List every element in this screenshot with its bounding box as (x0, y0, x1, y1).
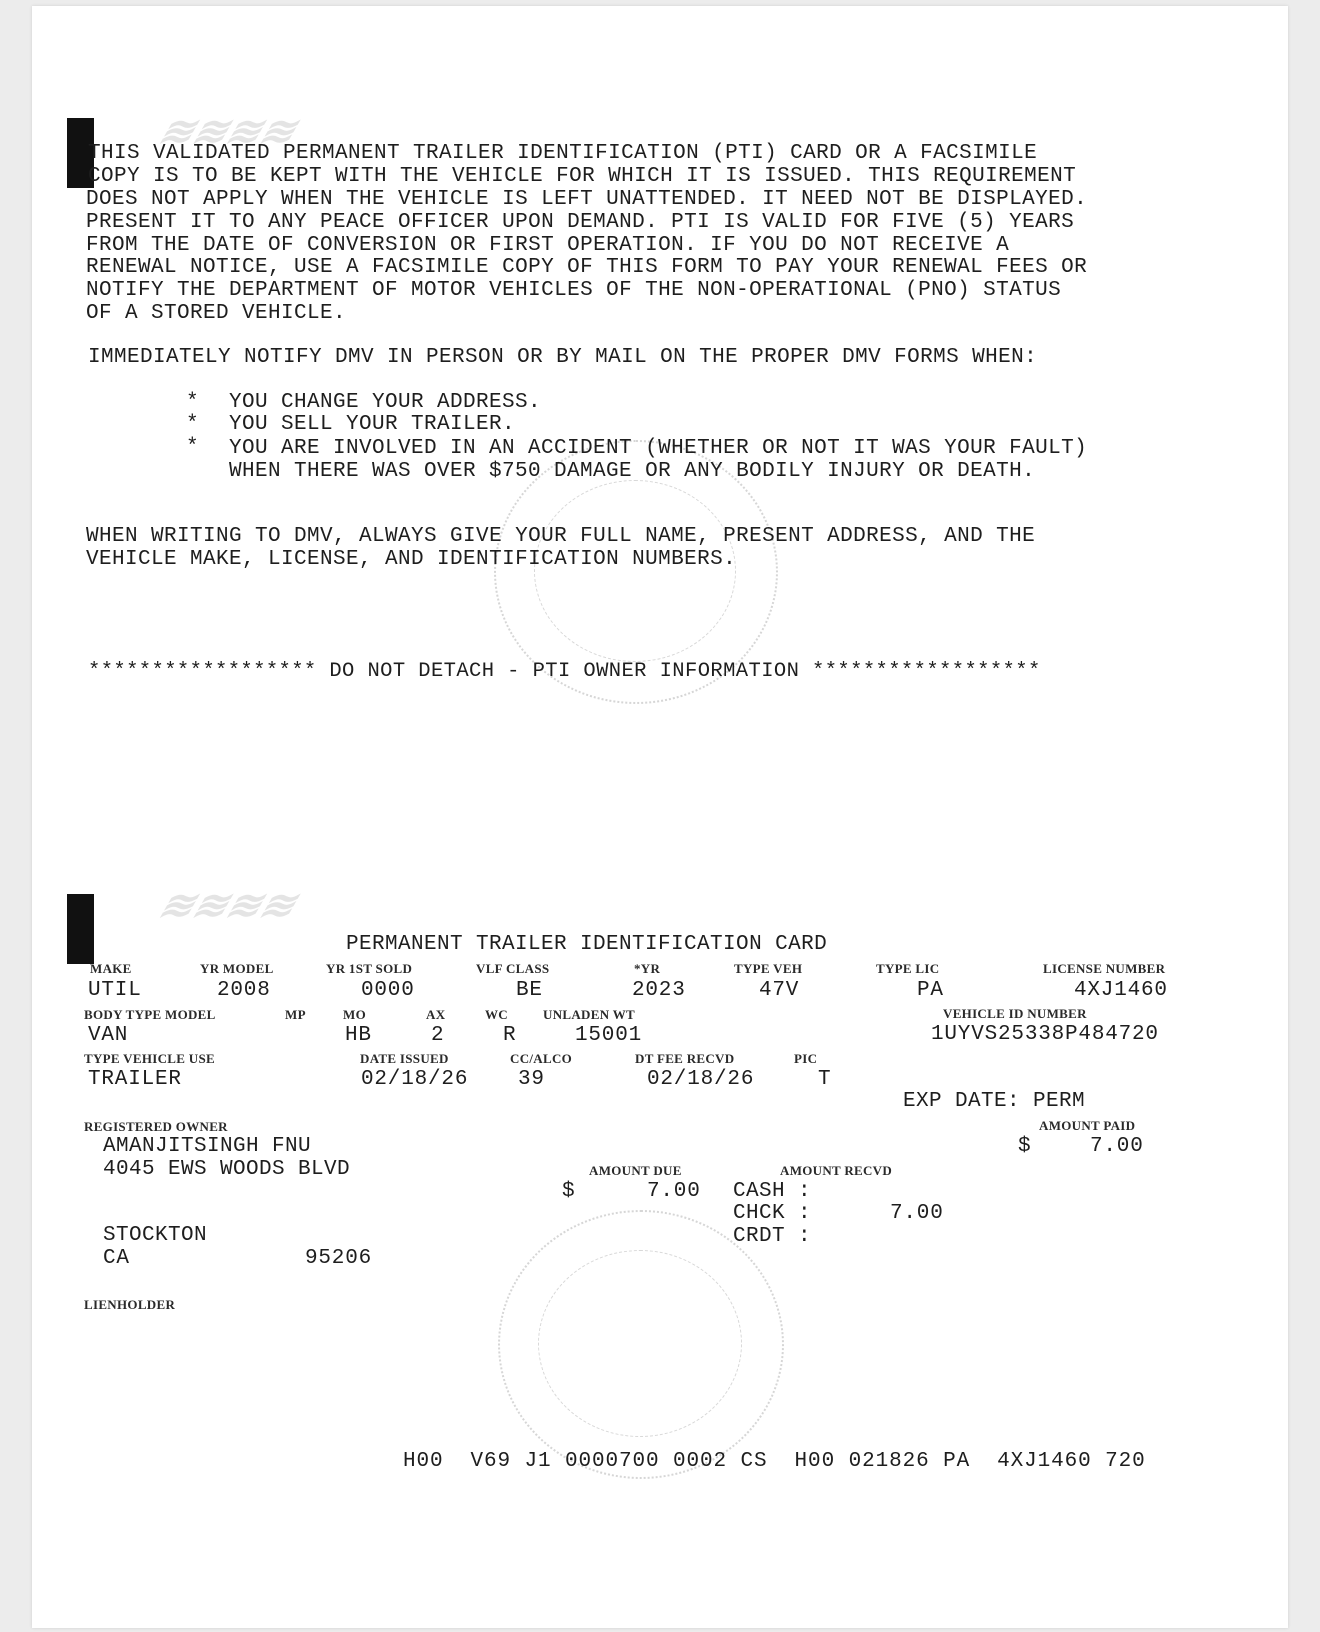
type-veh-label: TYPE VEH (734, 961, 803, 976)
mo-label: MO (343, 1007, 366, 1022)
license-number-label: LICENSE NUMBER (1043, 961, 1166, 976)
yr-model-label: YR MODEL (200, 961, 274, 976)
bullet-item: YOU SELL YOUR TRAILER. (229, 413, 516, 436)
unladen-wt-value: 15001 (575, 1024, 643, 1047)
make-value: UTIL (88, 979, 142, 1002)
wc-label: WC (485, 1007, 508, 1022)
yr-model-value: 2008 (217, 979, 271, 1002)
type-veh-value: 47V (759, 979, 800, 1002)
owner-state: CA (103, 1247, 130, 1270)
type-vehicle-use-label: TYPE VEHICLE USE (84, 1051, 215, 1066)
notice-line: OF A STORED VEHICLE. (86, 302, 347, 325)
amount-due-symbol: $ (562, 1180, 576, 1203)
notice-line: PRESENT IT TO ANY PEACE OFFICER UPON DEMAND. PTI IS VALID FOR FIVE (5) YEARS (86, 211, 1075, 234)
bullet-mark: * (186, 436, 200, 459)
wc-value: R (503, 1024, 517, 1047)
vehicle-id-number-label: VEHICLE ID NUMBER (943, 1006, 1087, 1021)
vehicle-id-number-value: 1UYVS25338P484720 (931, 1023, 1159, 1046)
bullet-item: YOU CHANGE YOUR ADDRESS. (229, 391, 542, 414)
notice-line: DOES NOT APPLY WHEN THE VEHICLE IS LEFT UNATTENDED. IT NEED NOT BE DISPLAYED. (86, 188, 1088, 211)
redaction-bar-bottom (67, 894, 94, 964)
notice-line: COPY IS TO BE KEPT WITH THE VEHICLE FOR WHICH IT IS ISSUED. THIS REQUIREMENT (88, 165, 1077, 188)
cc-alco-value: 39 (518, 1068, 545, 1091)
ax-label: AX (426, 1007, 446, 1022)
chck-amount: 7.00 (890, 1202, 944, 1225)
writing-line: WHEN WRITING TO DMV, ALWAYS GIVE YOUR FULL NAME, PRESENT ADDRESS, AND THE (86, 525, 1036, 548)
exp-date: EXP DATE: PERM (903, 1090, 1086, 1113)
owner-street: 4045 EWS WOODS BLVD (103, 1158, 351, 1181)
amount-paid-value: 7.00 (1090, 1135, 1144, 1158)
notice-line: FROM THE DATE OF CONVERSION OR FIRST OPERATION. IF YOU DO NOT RECEIVE A (86, 234, 1010, 257)
amount-recvd-label: AMOUNT RECVD (780, 1163, 893, 1178)
lienholder-label: LIENHOLDER (84, 1297, 176, 1312)
amount-paid-label: AMOUNT PAID (1039, 1118, 1136, 1133)
state-logo-watermark-bottom: ≋≋≋≋ (152, 883, 302, 928)
notice-line: THIS VALIDATED PERMANENT TRAILER IDENTIFICATION (PTI) CARD OR A FACSIMILE (88, 142, 1038, 165)
amount-paid-symbol: $ (1018, 1135, 1032, 1158)
amount-due-value: 7.00 (647, 1180, 701, 1203)
ax-value: 2 (431, 1024, 445, 1047)
vlf-class-label: VLF CLASS (476, 961, 550, 976)
state-seal-inner-top (534, 480, 736, 662)
state-logo-watermark-top: ≋≋≋≋ (152, 109, 302, 154)
writing-line: VEHICLE MAKE, LICENSE, AND IDENTIFICATION NUMBERS. (86, 548, 737, 571)
type-lic-label: TYPE LIC (876, 961, 940, 976)
pic-label: PIC (794, 1051, 818, 1066)
card-title: PERMANENT TRAILER IDENTIFICATION CARD (346, 933, 828, 956)
date-issued-label: DATE ISSUED (360, 1051, 449, 1066)
owner-city: STOCKTON (103, 1224, 208, 1247)
yr-1st-sold-label: YR 1ST SOLD (326, 961, 413, 976)
bullet-mark: * (186, 391, 200, 414)
yr-1st-sold-value: 0000 (361, 979, 415, 1002)
yr-label: *YR (634, 961, 661, 976)
crdt-label: CRDT : (733, 1225, 812, 1248)
license-number-value: 4XJ1460 (1074, 979, 1168, 1002)
yr-value: 2023 (632, 979, 686, 1002)
body-type-model-label: BODY TYPE MODEL (84, 1007, 216, 1022)
type-lic-value: PA (917, 979, 944, 1002)
registered-owner-label: REGISTERED OWNER (84, 1119, 228, 1134)
notice-line: RENEWAL NOTICE, USE A FACSIMILE COPY OF THIS FORM TO PAY YOUR RENEWAL FEES OR (86, 256, 1088, 279)
owner-name: AMANJITSINGH FNU (103, 1135, 312, 1158)
cash-label: CASH : (733, 1180, 812, 1203)
make-label: MAKE (90, 961, 132, 976)
cc-alco-label: CC/ALCO (510, 1051, 573, 1066)
detach-line: ****************** DO NOT DETACH - PTI OWNER INFORMATION ****************** (88, 660, 1041, 683)
bullet-mark: * (186, 413, 200, 436)
bullet-item: YOU ARE INVOLVED IN AN ACCIDENT (WHETHER OR NOT IT WAS YOUR FAULT) WHEN THERE WAS OVER $750 DAMAGE OR ANY BODILY INJURY OR DEATH. (229, 437, 1088, 483)
dt-fee-recvd-value: 02/18/26 (647, 1068, 755, 1091)
notice-line: NOTIFY THE DEPARTMENT OF MOTOR VEHICLES OF THE NON-OPERATIONAL (PNO) STATUS (86, 279, 1062, 302)
body-type-model-value: VAN (88, 1024, 129, 1047)
state-seal-inner-bottom (538, 1250, 742, 1437)
vlf-class-value: BE (516, 979, 543, 1002)
chck-label: CHCK : (733, 1202, 812, 1225)
dt-fee-recvd-label: DT FEE RECVD (635, 1051, 735, 1066)
unladen-wt-label: UNLADEN WT (543, 1007, 635, 1022)
amount-due-label: AMOUNT DUE (589, 1163, 682, 1178)
footer-code: H00 V69 J1 0000700 0002 CS H00 021826 PA 4XJ1460 720 (403, 1450, 1146, 1473)
date-issued-value: 02/18/26 (361, 1068, 469, 1091)
owner-zip: 95206 (305, 1247, 373, 1270)
mo-value: HB (345, 1024, 372, 1047)
pic-value: T (818, 1068, 832, 1091)
mp-label: MP (285, 1007, 306, 1022)
type-vehicle-use-value: TRAILER (88, 1068, 182, 1091)
notify-heading: IMMEDIATELY NOTIFY DMV IN PERSON OR BY MAIL ON THE PROPER DMV FORMS WHEN: (88, 346, 1038, 369)
